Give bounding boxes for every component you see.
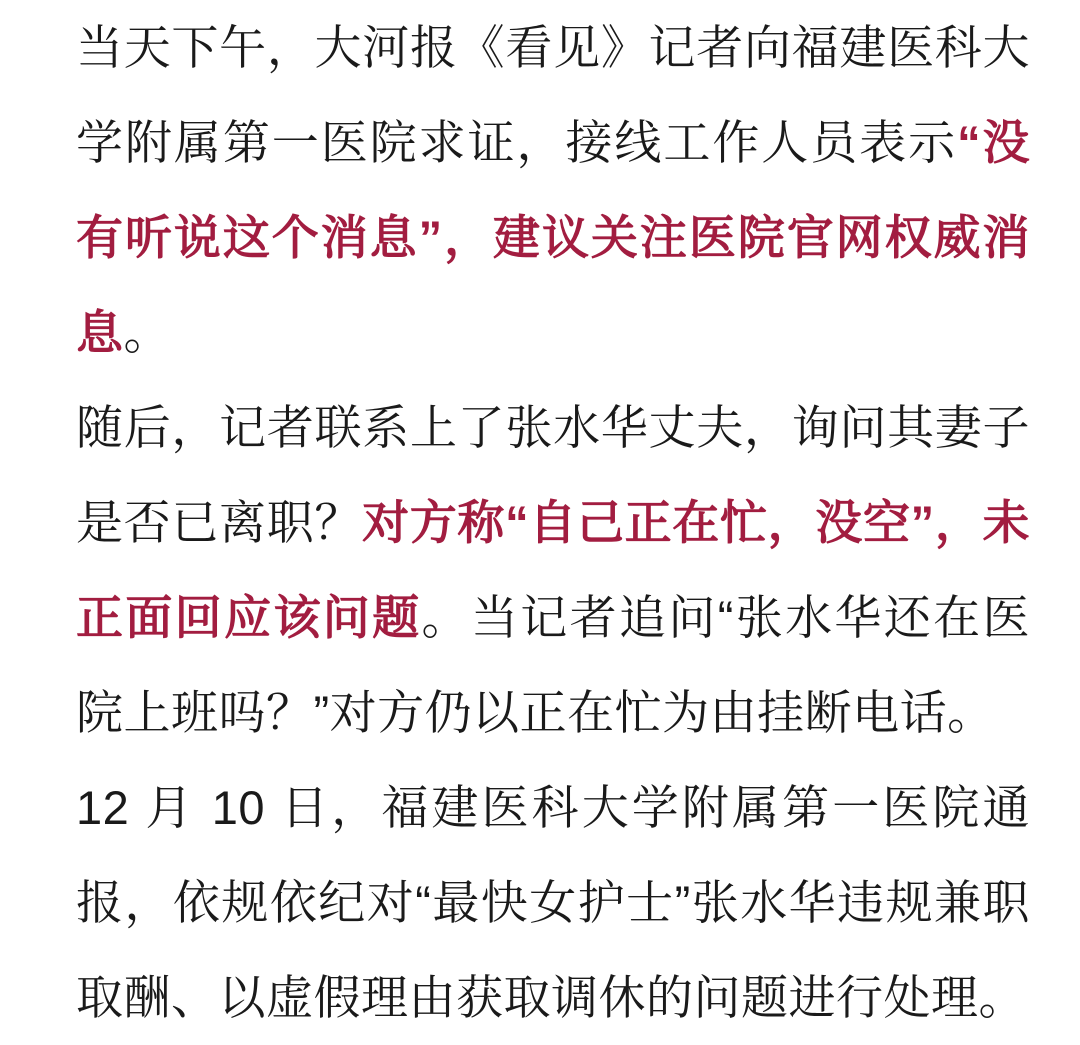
text-run: 随后，记者联系上了张水华丈夫，询问其妻子是否已离职？ — [76, 401, 1030, 549]
text-run: 。当记者追问“张水华还在医院上班吗？”对方仍以正在忙为由挂断电话。 — [76, 591, 1031, 739]
text-run: 12 月 10 日，福建医科大学附属第一医院通报，依规依纪对“最快女护士”张水华违规兼职取酬、以虚假理由获取调休的问题进行处理。 — [76, 781, 1030, 1024]
paragraph — [76, 380, 1030, 760]
paragraph — [76, 0, 1030, 380]
emphasis-text: 对方称“自己正在忙，没空”，未正面回应该问题 — [76, 496, 1031, 644]
paragraph — [76, 760, 1030, 1045]
emphasis-text: “没有听说这个消息”，建议关注医院官网权威消息 — [76, 116, 1031, 359]
text-run: 。 — [123, 306, 171, 359]
text-run: 当天下午，大河报《看见》记者向福建医科大学附属第一医院求证，接线工作人员表示 — [76, 21, 1030, 169]
